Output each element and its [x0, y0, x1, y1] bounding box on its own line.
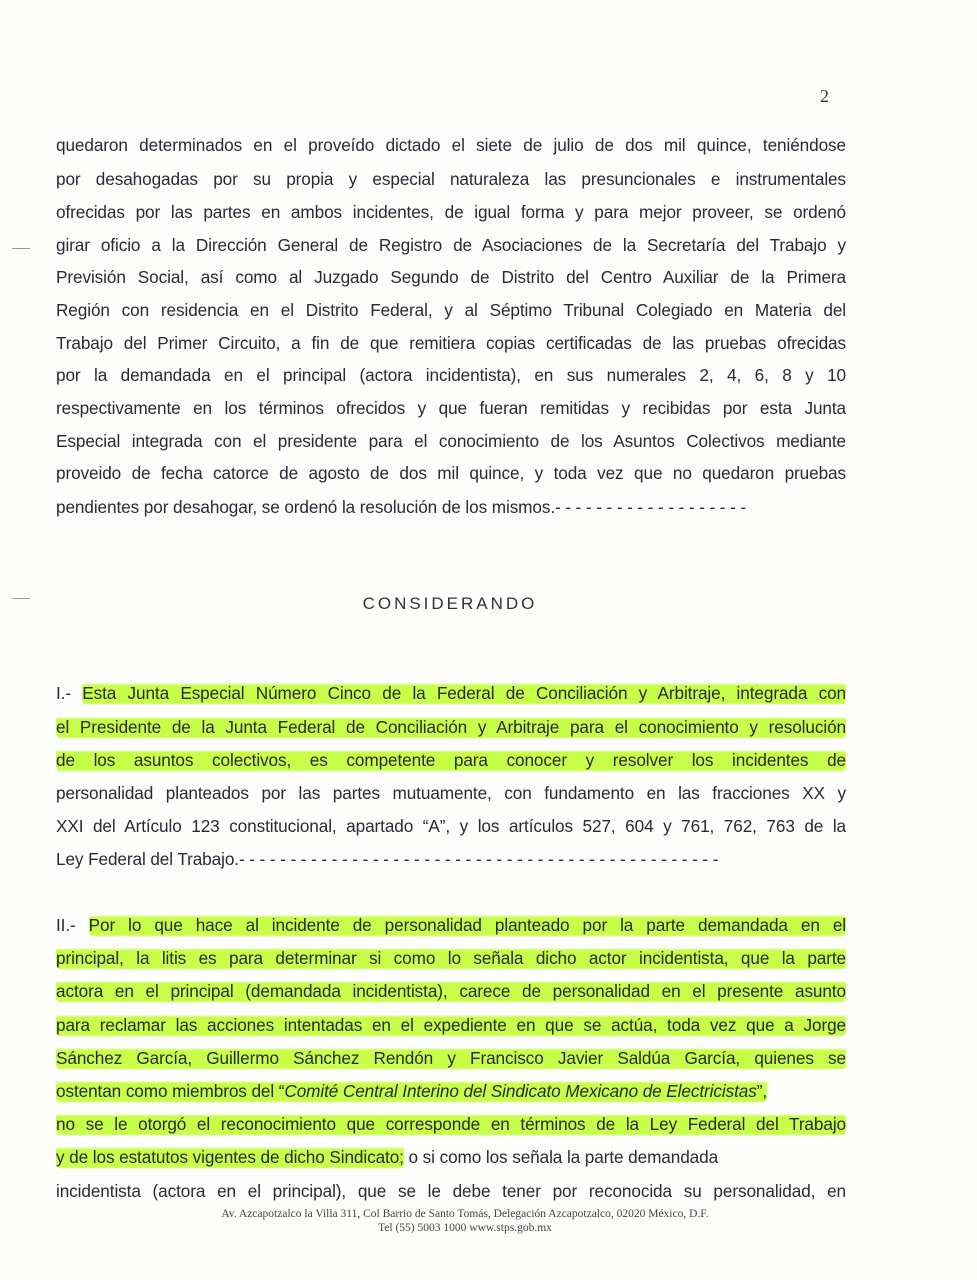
- text-line: Trabajo del Primer Circuito, a fin de que remitiera copias certificadas de las pruebas ofrecidas: [56, 333, 846, 353]
- text-line: [56, 980, 846, 1002]
- highlighted-text: el Presidente de la Junta Federal de Conciliación y Arbitraje para el conocimiento y resolución: [56, 717, 846, 737]
- text-line: respectivamente en los términos ofrecidos y que fueran remitidas y recibidas por esta Junta: [56, 398, 846, 418]
- page-number: 2: [820, 86, 829, 106]
- highlighted-text: de los asuntos colectivos, es competente para conocer y resolver los incidentes de: [56, 750, 846, 770]
- highlighted-text: Esta Junta Especial Número Cinco de la Federal de Conciliación y Arbitraje, integrada con: [82, 683, 846, 703]
- text-line: [56, 914, 846, 936]
- highlighted-text: y de los estatutos vigentes de dicho Sindicato;: [56, 1147, 404, 1167]
- text-line: [56, 1047, 846, 1069]
- highlighted-text: no se le otorgó el reconocimiento que corresponde en términos de la Ley Federal del Trabajo: [56, 1114, 846, 1134]
- footer-address: Av. Azcapotzalco la Villa 311, Col Barrio de Santo Tomás, Delegación Azcapotzalco, 02020 México, D.F.: [221, 1208, 709, 1220]
- text-line: XXI del Artículo 123 constitucional, apartado “A”, y los artículos 527, 604 y 761, 762, 763 de la: [56, 816, 846, 836]
- text-line: por desahogadas por su propia y especial naturaleza las presuncionales e instrumentales: [56, 169, 846, 189]
- text-line: incidentista (actora en el principal), que se le debe tener por reconocida su personalidad, en: [56, 1181, 846, 1201]
- margin-mark: [12, 248, 30, 249]
- section-heading: CONSIDERANDO: [362, 594, 538, 613]
- highlighted-text: para reclamar las acciones intentadas en el expediente en que se actúa, toda vez que a Jorge: [56, 1015, 846, 1035]
- text-line: Ley Federal del Trabajo.- - - - - - - - - - - - - - - - - - - - - - - - - - - - - - - - - - - - - - - - - - - - - - -: [56, 849, 719, 869]
- highlighted-text: ostentan como miembros del “Comité Central Interino del Sindicato Mexicano de Electricistas”,: [56, 1081, 768, 1101]
- text-line: [56, 1113, 846, 1135]
- text-line: Región con residencia en el Distrito Federal, y al Séptimo Tribunal Colegiado en Materia del: [56, 300, 846, 320]
- text-line: proveido de fecha catorce de agosto de dos mil quince, y toda vez que no quedaron pruebas: [56, 463, 846, 483]
- highlighted-text: Sánchez García, Guillermo Sánchez Rendón y Francisco Javier Saldúa García, quienes se: [56, 1048, 846, 1068]
- text-line: girar oficio a la Dirección General de Registro de Asociaciones de la Secretaría del Trabajo y: [56, 235, 846, 255]
- text-line: [56, 682, 846, 704]
- footer-contact: Tel (55) 5003 1000 www.stps.gob.mx: [378, 1222, 552, 1234]
- section-number: II.-: [56, 915, 89, 935]
- highlighted-text: principal, la litis es para determinar si como lo señala dicho actor incidentista, que la parte: [56, 948, 846, 968]
- text-line: Previsión Social, así como al Juzgado Segundo de Distrito del Centro Auxiliar de la Primera: [56, 267, 846, 287]
- union-name: Comité Central Interino del Sindicato Mexicano de Electricistas: [284, 1081, 757, 1101]
- highlighted-text: actora en el principal (demandada incidentista), carece de personalidad en el presente asunto: [56, 981, 846, 1001]
- text-line: [56, 749, 846, 771]
- text-line: ofrecidas por las partes en ambos incidentes, de igual forma y para mejor proveer, se ordenó: [56, 202, 846, 222]
- text-line: y de los estatutos vigentes de dicho Sindicato; o si como los señala la parte demandada: [56, 1147, 719, 1167]
- text-line: [56, 716, 846, 738]
- text-line: [56, 1014, 846, 1036]
- text-line: Especial integrada con el presidente para el conocimiento de los Asuntos Colectivos mediante: [56, 431, 846, 451]
- text-line: personalidad planteados por las partes mutuamente, con fundamento en las fracciones XX y: [56, 783, 846, 803]
- text-line: por la demandada en el principal (actora incidentista), en sus numerales 2, 4, 6, 8 y 10: [56, 365, 846, 385]
- section-number: I.-: [56, 683, 83, 703]
- text-line: pendientes por desahogar, se ordenó la resolución de los mismos.- - - - - - - - - - - - - - - - - - -: [56, 497, 747, 517]
- text-line: [56, 1080, 846, 1102]
- text-line: [56, 947, 846, 969]
- text-line: quedaron determinados en el proveído dictado el siete de julio de dos mil quince, teniéndose: [56, 135, 846, 155]
- highlighted-text: Por lo que hace al incidente de personalidad planteado por la parte demandada en el: [88, 915, 846, 935]
